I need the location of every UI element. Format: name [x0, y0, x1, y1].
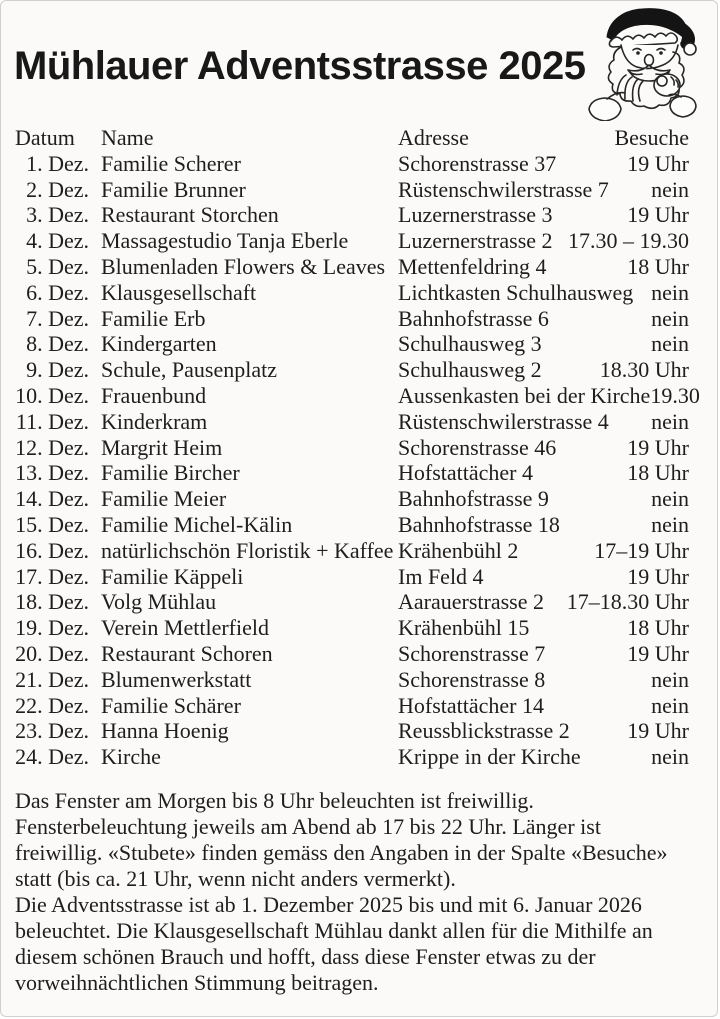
row-date: 9. Dez. — [26, 357, 89, 383]
row-name: Klausgesellschaft — [101, 279, 257, 305]
row-address: Schorenstrasse 46 — [398, 434, 557, 460]
row-date: 7. Dez. — [26, 305, 89, 331]
table-row — [15, 357, 689, 383]
row-address: Schorenstrasse 8 — [398, 666, 546, 692]
row-name: Kirche — [101, 744, 161, 770]
table-row — [15, 512, 689, 538]
row-address: Bahnhofstrasse 6 — [398, 305, 549, 331]
row-name: Restaurant Storchen — [101, 202, 279, 228]
row-date: 18. Dez. — [15, 589, 89, 615]
row-date: 2. Dez. — [26, 176, 89, 202]
row-name: Hanna Hoenig — [101, 718, 229, 744]
row-name: Familie Käppeli — [101, 563, 244, 589]
row-name: Kindergarten — [101, 331, 217, 357]
table-row — [15, 564, 689, 590]
table-header-row — [15, 125, 689, 151]
row-visits: nein — [651, 279, 689, 305]
row-visits: 19 Uhr — [627, 718, 689, 744]
row-name: Kinderkram — [101, 408, 208, 434]
row-name: Familie Bircher — [101, 460, 240, 486]
row-name: Restaurant Schoren — [101, 640, 273, 666]
row-name: Familie Meier — [101, 486, 227, 512]
row-address: Im Feld 4 — [398, 563, 484, 589]
row-address: Krippe in der Kirche — [398, 744, 581, 770]
row-visits: nein — [651, 305, 689, 331]
row-date: 5. Dez. — [26, 253, 89, 279]
table-row — [15, 538, 689, 564]
row-date: 20. Dez. — [15, 640, 89, 666]
row-visits: 19 Uhr — [627, 150, 689, 176]
table-row — [15, 177, 689, 203]
row-visits: nein — [651, 511, 689, 537]
advent-schedule-table — [1, 125, 717, 770]
row-date: 23. Dez. — [15, 718, 89, 744]
table-row — [15, 331, 689, 357]
table-row — [15, 306, 689, 332]
row-date: 11. Dez. — [15, 408, 89, 434]
table-body — [15, 150, 700, 770]
row-visits: nein — [651, 744, 689, 770]
row-visits: 17–19 Uhr — [594, 537, 689, 563]
row-address: Reussblickstrasse 2 — [398, 718, 570, 744]
row-name: Schule, Pausenplatz — [101, 357, 277, 383]
row-address: Lichtkasten Schulhausweg — [398, 279, 634, 305]
row-address: Bahnhofstrasse 9 — [398, 486, 549, 512]
table-row — [15, 228, 689, 254]
row-name: Familie Michel-Kälin — [101, 511, 293, 537]
row-address: Schulhausweg 2 — [398, 357, 542, 383]
footer-paragraph-rules: Das Fenster am Morgen bis 8 Uhr beleuchten ist freiwillig. Fensterbeleuchtung jeweils am Abend ab 17 bis 22 Uhr. Länger ist freiwillig. «Stubete» finden gemäss den Angaben in der Spalte «Besuche» statt (bis ca. 21 Uhr, wenn nicht anders vermerkt). — [15, 787, 668, 891]
row-address: Hofstattächer 4 — [398, 460, 533, 486]
row-address: Rüstenschwilerstrasse 7 — [398, 176, 609, 202]
row-address: Rüstenschwilerstrasse 4 — [398, 408, 609, 434]
table-row — [15, 615, 689, 641]
table-row — [15, 409, 689, 435]
row-visits: nein — [651, 692, 689, 718]
table-row — [15, 151, 689, 177]
santa-icon — [571, 3, 711, 121]
row-visits: 19 Uhr — [627, 563, 689, 589]
table-row — [15, 382, 700, 409]
row-date: 14. Dez. — [15, 486, 89, 512]
row-visits: 19.30 — [650, 382, 700, 408]
row-address: Krähenbühl 2 — [398, 537, 519, 563]
row-address: Luzernerstrasse 3 — [398, 202, 553, 228]
row-visits: 19 Uhr — [627, 434, 689, 460]
table-row — [15, 744, 689, 770]
row-address: Bahnhofstrasse 18 — [398, 511, 560, 537]
row-date: 1. Dez. — [26, 150, 89, 176]
flyer-footer-notes — [1, 770, 717, 996]
row-name: Frauenbund — [101, 382, 207, 408]
table-row — [15, 641, 689, 667]
row-name: Volg Mühlau — [101, 589, 217, 615]
row-name: Massagestudio Tanja Eberle — [101, 228, 349, 254]
table-row — [15, 693, 689, 719]
row-address: Schulhausweg 3 — [398, 331, 542, 357]
row-visits: 18 Uhr — [627, 615, 689, 641]
row-visits: 17–18.30 Uhr — [566, 589, 689, 615]
row-date: 15. Dez. — [15, 511, 89, 537]
table-row — [15, 254, 689, 280]
table-row — [15, 589, 689, 615]
row-date: 8. Dez. — [26, 331, 89, 357]
row-date: 3. Dez. — [26, 202, 89, 228]
table-row — [15, 280, 689, 306]
row-date: 16. Dez. — [15, 537, 89, 563]
row-name: natürlichschön Floristik + Kaffee — [101, 537, 394, 563]
column-header-name: Name — [101, 125, 154, 150]
row-address: Aarauerstrasse 2 — [398, 589, 544, 615]
row-date: 6. Dez. — [26, 279, 89, 305]
row-visits: nein — [651, 486, 689, 512]
row-visits: nein — [651, 176, 689, 202]
row-name: Verein Mettlerfield — [101, 615, 269, 641]
row-address: Aussenkasten bei der Kirche — [398, 382, 651, 408]
row-date: 13. Dez. — [15, 460, 89, 486]
row-name: Familie Scherer — [101, 150, 241, 176]
column-header-datum: Datum — [15, 125, 75, 150]
row-date: 19. Dez. — [15, 615, 89, 641]
row-name: Margrit Heim — [101, 434, 223, 460]
row-visits: 18.30 Uhr — [599, 357, 689, 383]
row-address: Hofstattächer 14 — [398, 692, 544, 718]
flyer-header — [1, 1, 717, 125]
row-date: 10. Dez. — [15, 382, 89, 408]
row-visits: 17.30 – 19.30 — [568, 228, 689, 254]
table-row — [15, 667, 689, 693]
row-date: 17. Dez. — [15, 563, 89, 589]
row-visits: 19 Uhr — [627, 202, 689, 228]
row-name: Blumenwerkstatt — [101, 666, 252, 692]
row-address: Schorenstrasse 7 — [398, 640, 546, 666]
row-address: Schorenstrasse 37 — [398, 150, 557, 176]
row-name: Familie Schärer — [101, 692, 241, 718]
table-row — [15, 718, 689, 744]
footer-paragraph-thanks: Die Adventsstrasse ist ab 1. Dezember 2025 bis und mit 6. Januar 2026 beleuchtet. Die Klausgesellschaft Mühlau dankt allen für die Mithilfe an diesem schönen Brauch und hofft, dass diese Fenster etwas zu der vorweihnächtlichen Stimmung beitragen. — [15, 891, 653, 995]
column-header-besuche: Besuche — [614, 125, 689, 150]
row-visits: nein — [651, 666, 689, 692]
row-date: 12. Dez. — [15, 434, 89, 460]
row-name: Familie Brunner — [101, 176, 246, 202]
row-name: Familie Erb — [101, 305, 206, 331]
row-date: 24. Dez. — [15, 744, 89, 770]
table-row — [15, 202, 689, 228]
column-header-adresse: Adresse — [398, 125, 469, 150]
row-visits: nein — [651, 408, 689, 434]
row-address: Luzernerstrasse 2 — [398, 228, 553, 254]
page-title: Mühlauer Adventsstrasse 2025 — [14, 44, 586, 88]
row-date: 22. Dez. — [15, 692, 89, 718]
row-address: Mettenfeldring 4 — [398, 253, 547, 279]
row-visits: nein — [651, 331, 689, 357]
table-row — [15, 435, 689, 461]
row-visits: 18 Uhr — [627, 460, 689, 486]
row-date: 4. Dez. — [26, 228, 89, 254]
row-date: 21. Dez. — [15, 666, 89, 692]
table-row — [15, 486, 689, 512]
table-row — [15, 460, 689, 486]
row-visits: 18 Uhr — [627, 253, 689, 279]
row-visits: 19 Uhr — [627, 640, 689, 666]
row-name: Blumenladen Flowers & Leaves — [101, 253, 386, 279]
row-address: Krähenbühl 15 — [398, 615, 530, 641]
